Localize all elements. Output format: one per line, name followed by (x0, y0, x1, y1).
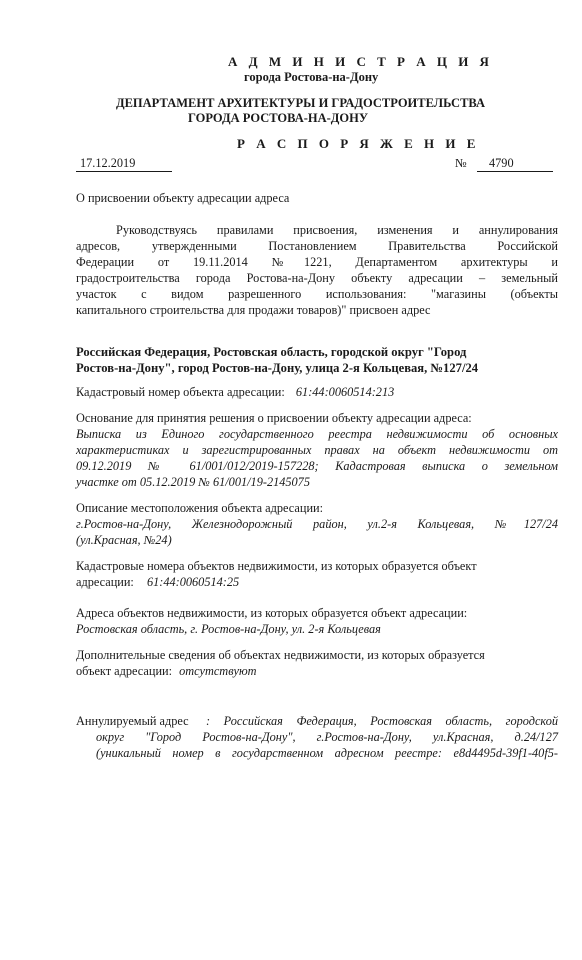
annulled-address-block (198, 713, 558, 729)
document-number-label: № (455, 156, 467, 170)
basis-label: Основание для принятия решения о присвоении объекту адресации адреса: (76, 411, 472, 425)
cadastral-number-value: 61:44:0060514:213 (295, 385, 395, 399)
source-addresses-value: Ростовская область, г. Ростов-на-Дону, ул. 2-я Кольцевая (76, 622, 381, 636)
intro-line: Руководствуясь правилами присвоения, изменения и аннулирования (116, 223, 558, 237)
header-dept-line1: ДЕПАРТАМЕНТ АРХИТЕКТУРЫ И ГРАДОСТРОИТЕЛЬСТВА (116, 96, 486, 110)
additional-info-label: Дополнительные сведения об объектах недвижимости, из которых образуется (76, 648, 485, 662)
basis-section (76, 410, 558, 490)
basis-line: Выписка из Единого государственного реестра недвижимости об основных (76, 427, 558, 441)
additional-info-label-cont: объект адресации: (76, 664, 173, 678)
document-number: 4790 (477, 155, 553, 172)
address-line: Российская Федерация, Ростовская область, городской округ "Город (76, 345, 467, 359)
document-date: 17.12.2019 (76, 155, 172, 172)
source-cadastral-value: 61:44:0060514:25 (146, 575, 240, 589)
location-line: г.Ростов-на-Дону, Железнодорожный район, ул.2-я Кольцевая, №127/24 (76, 517, 558, 531)
additional-info-value: отсутствуют (179, 664, 257, 678)
annulled-address-cont (96, 729, 558, 761)
basis-line: характеристиках и зарегистрированных правах на объект недвижимости от (76, 443, 558, 457)
intro-line: капитального строительства для продажи товаров)" присвоен адрес (76, 303, 431, 317)
document-type-title: Р А С П О Р Я Ж Е Н И Е (237, 136, 480, 151)
basis-line: 09.12.2019 № 61/001/012/2019-157228; Кадастровая выписка о земельном (76, 459, 558, 473)
header-admin: А Д М И Н И С Т Р А Ц И Я (228, 54, 493, 69)
source-addresses-section (76, 605, 558, 637)
annulled-line: : Российская Федерация, Ростовская область, городской (206, 714, 558, 728)
annulled-line: (уникальный номер в государственном адресном реестре: e8d4495d-39f1-40f5- (96, 746, 558, 760)
intro-line: участок с видом разрешенного использования: "магазины (объекты (76, 287, 558, 301)
annulled-address-label: Аннулируемый адрес (76, 714, 189, 728)
location-section (76, 500, 558, 548)
document-subject: О присвоении объекту адресации адреса (76, 191, 290, 205)
header-city: города Ростова-на-Дону (244, 70, 379, 84)
intro-line: Федерации от 19.11.2014 №1221, Департаментом архитектуры и (76, 255, 558, 269)
annulled-line: округ "Город Ростов-на-Дону", г.Ростов-на-Дону, ул.Красная, д.24/127 (96, 730, 558, 744)
intro-paragraph (76, 222, 558, 318)
source-addresses-label: Адреса объектов недвижимости, из которых образуется объект адресации: (76, 606, 468, 620)
assigned-address (76, 344, 558, 376)
location-label: Описание местоположения объекта адресации: (76, 501, 324, 515)
location-line: (ул.Красная, №24) (76, 533, 172, 547)
basis-line: участке от 05.12.2019 № 61/001/19-2145075 (76, 475, 310, 489)
cadastral-number-label: Кадастровый номер объекта адресации: (76, 385, 285, 399)
intro-line: адресов, утвержденными Постановлением Правительства Российской (76, 239, 558, 253)
source-cadastral-label-cont: адресации: (76, 575, 134, 589)
source-cadastral-section (76, 558, 558, 590)
source-cadastral-label: Кадастровые номера объектов недвижимости, из которых образуется объект (76, 559, 477, 573)
address-line: Ростов-на-Дону", город Ростов-на-Дону, улица 2-я Кольцевая, №127/24 (76, 361, 479, 375)
intro-line: градостроительства города Ростова-на-Дону объекту адресации – земельный (76, 271, 558, 285)
header-dept-line2: ГОРОДА РОСТОВА-НА-ДОНУ (188, 111, 369, 125)
additional-info-section (76, 647, 558, 679)
cadastral-number-row (76, 384, 394, 400)
